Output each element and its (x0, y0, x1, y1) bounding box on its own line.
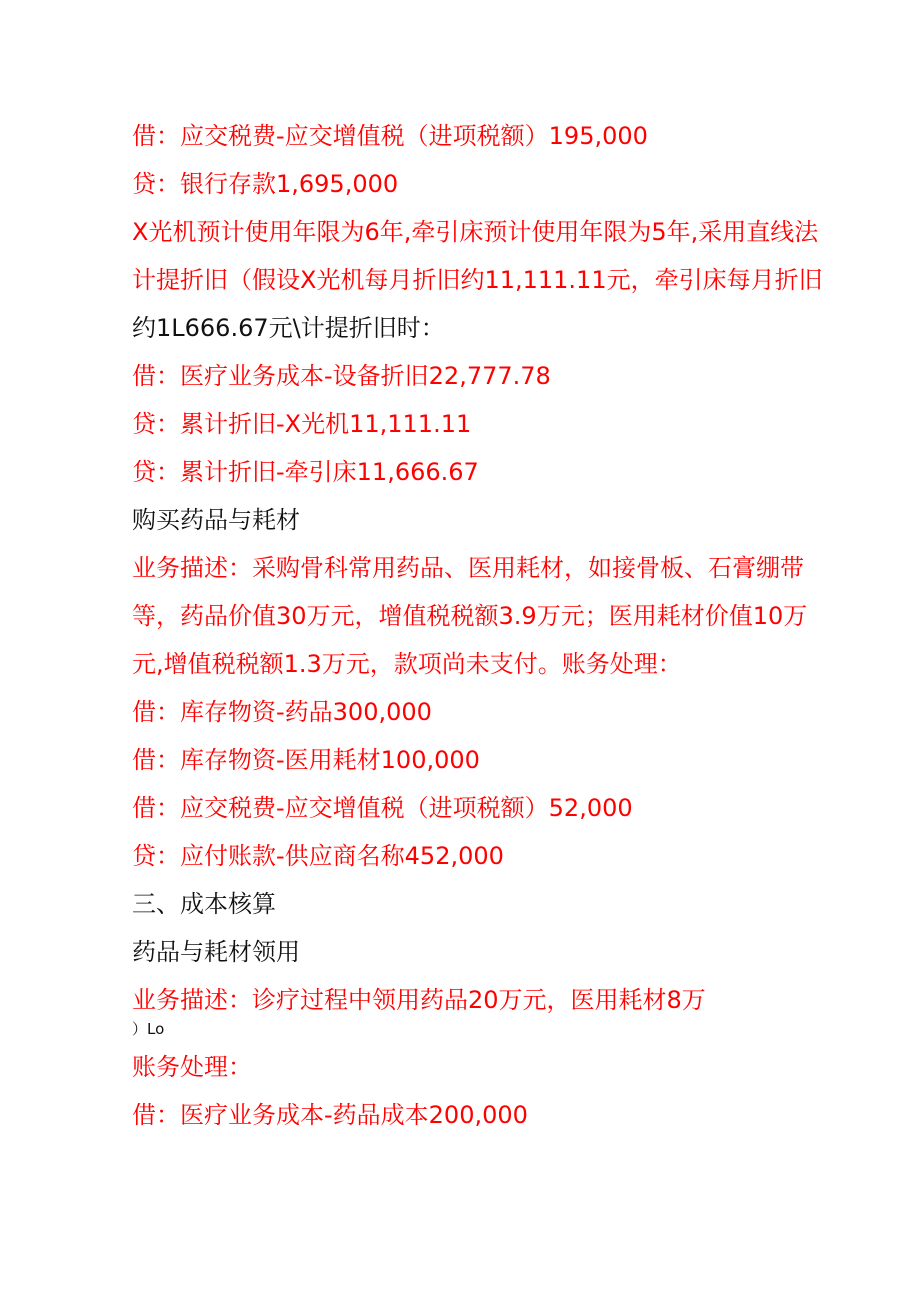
usage-description-line-1: 业务描述：诊疗过程中领用药品20万元，医用耗材8万 (132, 986, 706, 1014)
purchase-description-line-1: 业务描述：采购骨科常用药品、医用耗材，如接骨板、石膏绷带 (132, 554, 804, 582)
journal-credit-bank-deposit: 贷：银行存款1,695,000 (132, 170, 399, 198)
journal-credit-accounts-payable: 贷：应付账款-供应商名称452,000 (132, 842, 504, 870)
accounting-treatment-label: 账务处理： (132, 1053, 252, 1081)
depreciation-description-line-3: 约1L666.67元\计提折旧时： (132, 314, 445, 342)
journal-debit-inventory-drugs: 借：库存物资-药品300,000 (132, 698, 432, 726)
journal-debit-input-vat-2: 借：应交税费-应交增值税（进项税额）52,000 (132, 794, 633, 822)
depreciation-description-line-2: 计提折旧（假设X光机每月折旧约11,111.11元，牵引床每月折旧 (132, 266, 823, 294)
purchase-description-line-2: 等，药品价值30万元，增值税税额3.9万元；医用耗材价值10万 (132, 602, 808, 630)
journal-credit-traction-bed-depreciation: 贷：累计折旧-牵引床11,666.67 (132, 458, 479, 486)
purchase-description-line-3: 元,增值税税额1.3万元，款项尚未支付。账务处理： (132, 650, 682, 678)
subheading-drug-consumable-usage: 药品与耗材领用 (132, 938, 300, 966)
usage-description-fragment: ）Lo (132, 1020, 165, 1038)
journal-debit-medical-cost-drugs: 借：医疗业务成本-药品成本200,000 (132, 1101, 528, 1129)
depreciation-description-line-1: X光机预计使用年限为6年,牵引床预计使用年限为5年,采用直线法 (132, 218, 819, 246)
journal-credit-xray-depreciation: 贷：累计折旧-X光机11,111.11 (132, 410, 472, 438)
journal-debit-equipment-depreciation: 借：医疗业务成本-设备折旧22,777.78 (132, 362, 551, 390)
section-heading-purchase-drugs-consumables: 购买药品与耗材 (132, 506, 300, 534)
section-heading-cost-accounting: 三、成本核算 (132, 890, 276, 918)
journal-debit-inventory-consumables: 借：库存物资-医用耗材100,000 (132, 746, 480, 774)
journal-debit-input-vat: 借：应交税费-应交增值税（进项税额）195,000 (132, 122, 648, 150)
